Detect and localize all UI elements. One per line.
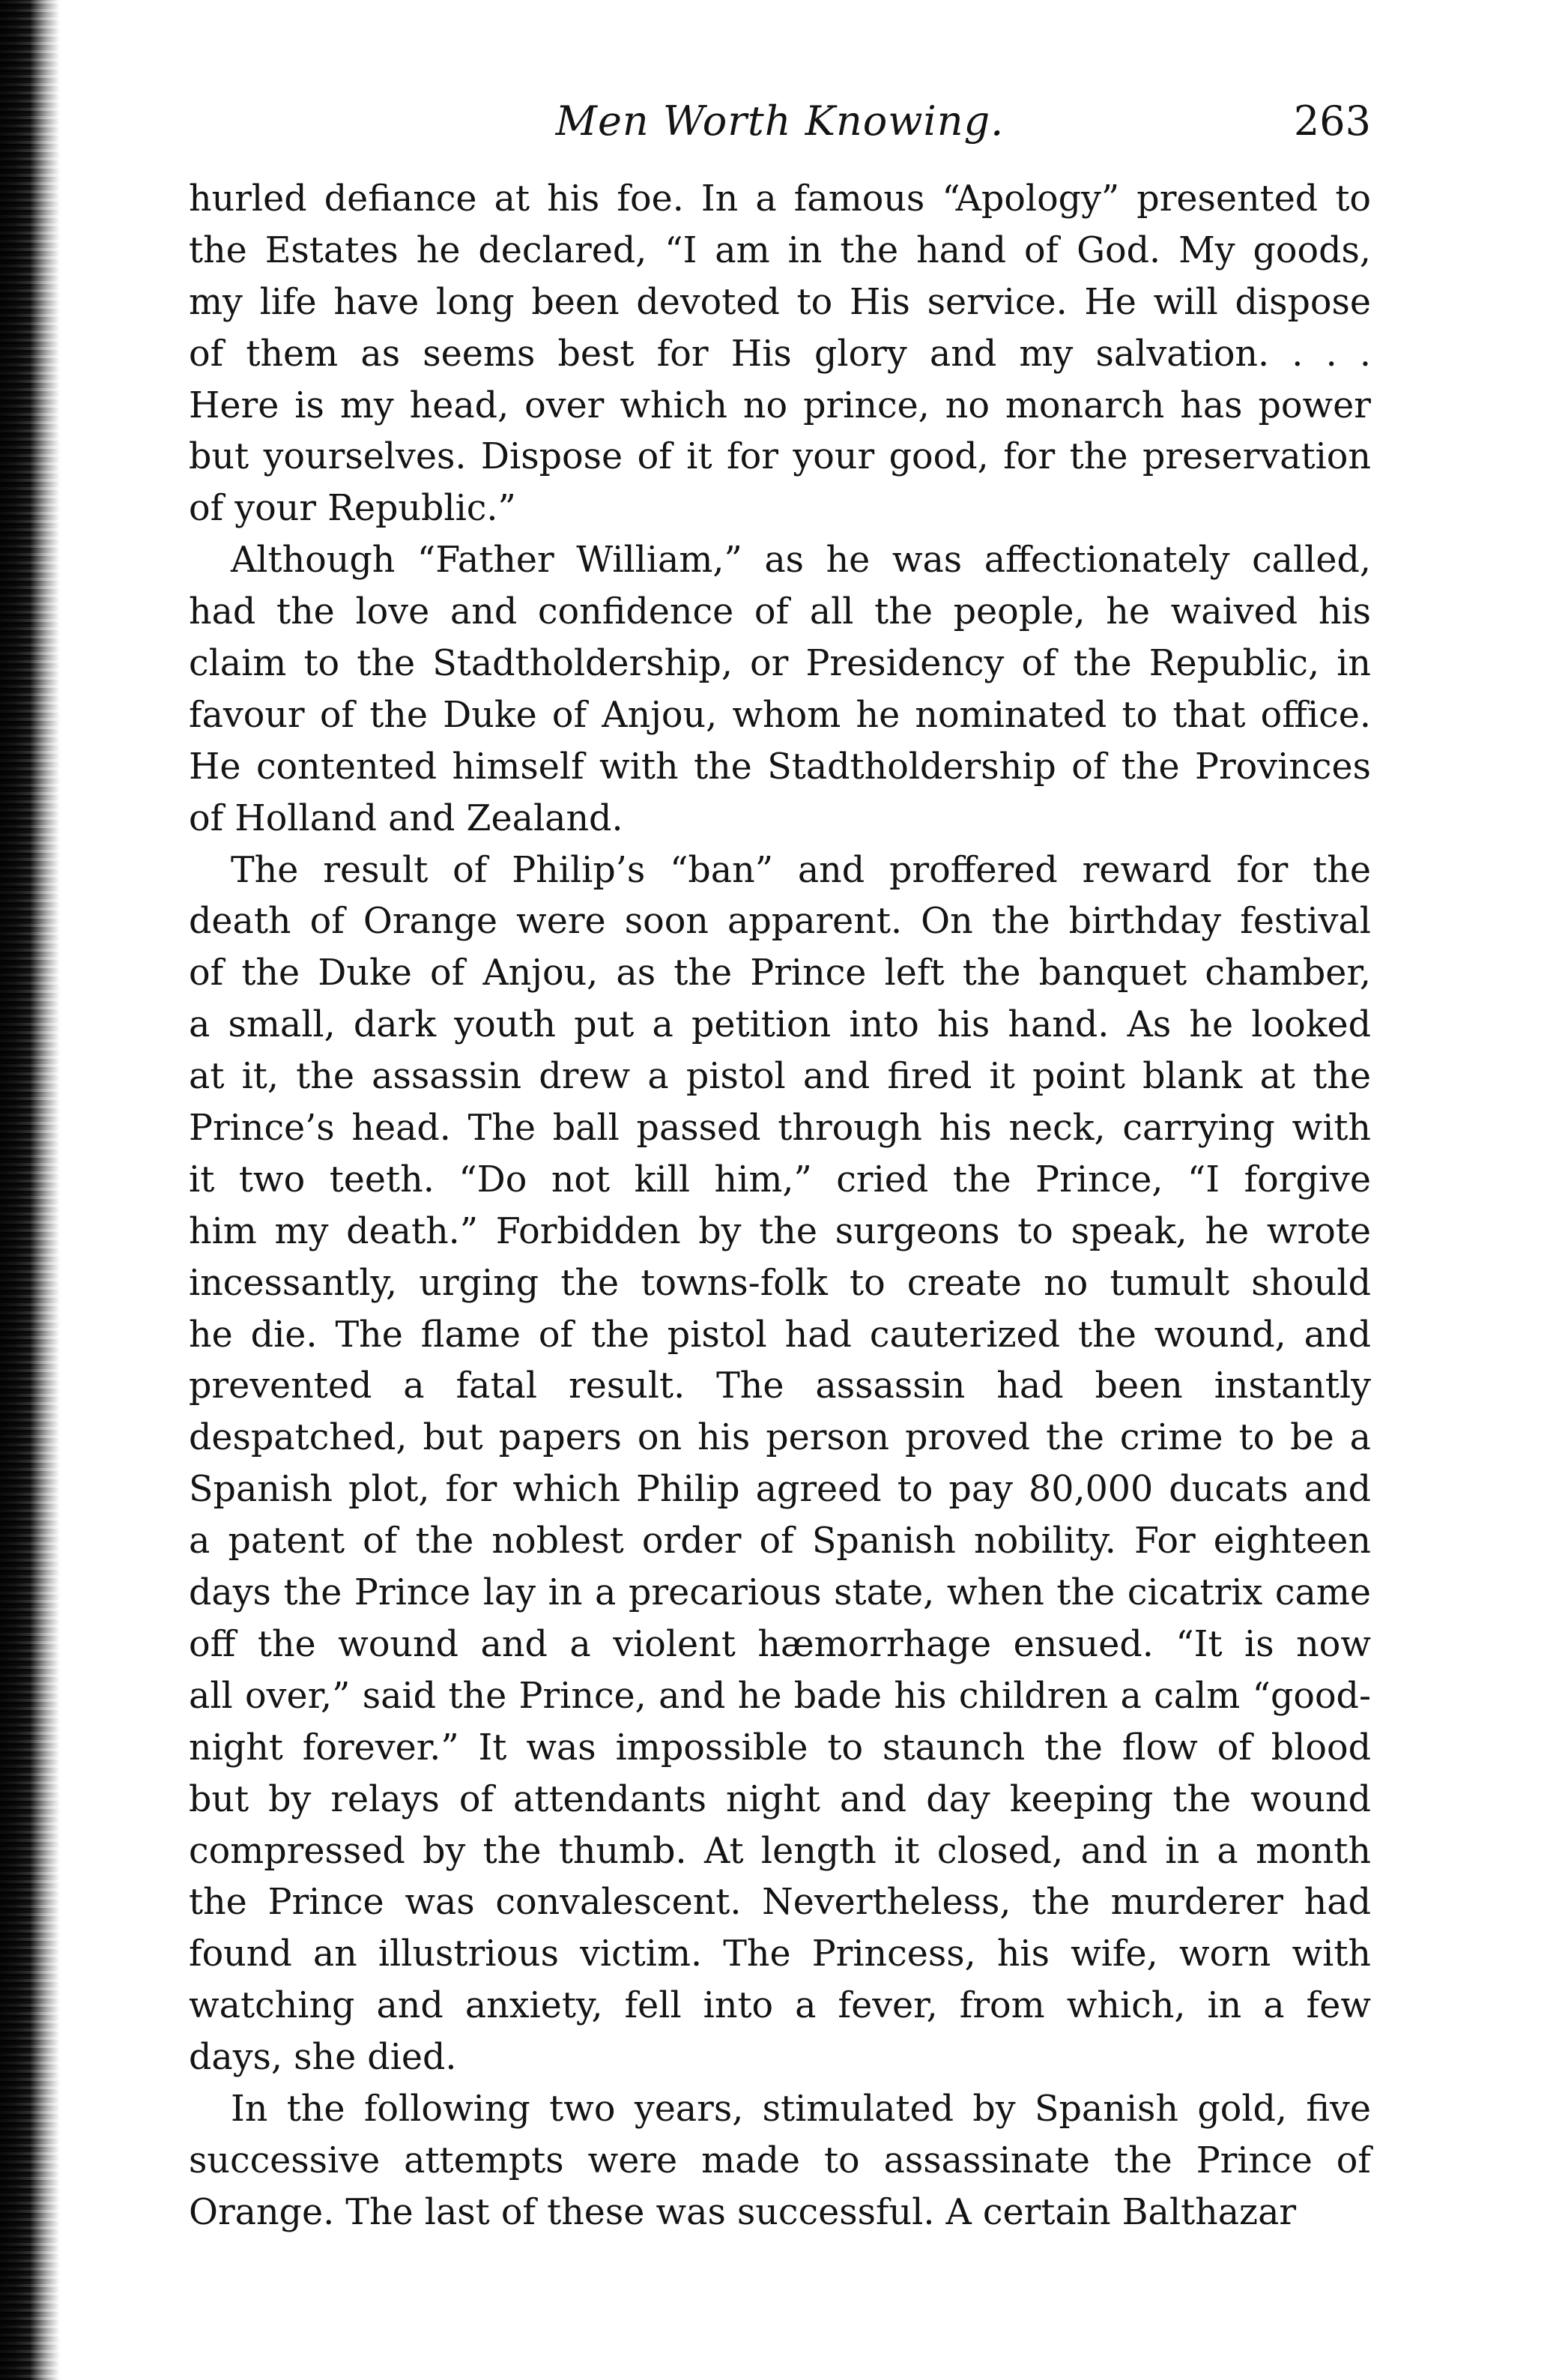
text-line: He contented himself with the Stadtholdership of the Provinces — [189, 746, 1371, 788]
text-line: but yourselves. Dispose of it for your good, for the preservation — [189, 436, 1371, 478]
text-line: Prince’s head. The ball passed through his neck, carrying with — [189, 1108, 1371, 1150]
text-line: a patent of the noblest order of Spanish nobility. For eighteen — [189, 1520, 1371, 1562]
running-title: Men Worth Knowing. — [555, 97, 1005, 145]
text-line: found an illustrious victim. The Princess, his wife, worn with — [189, 1933, 1371, 1975]
text-line: death of Orange were soon apparent. On the birthday festival — [189, 901, 1371, 943]
page-number: 263 — [1293, 97, 1371, 145]
text-line: days the Prince lay in a precarious state, when the cicatrix came — [189, 1572, 1371, 1614]
paragraph — [189, 845, 1371, 2084]
text-line: hurled defiance at his foe. In a famous “Apology” presented to — [189, 178, 1371, 220]
body-text — [189, 174, 1371, 2239]
text-line: Orange. The last of these was successful. A certain Balthazar — [189, 2191, 1297, 2233]
text-line: night forever.” It was impossible to staunch the flow of blood — [189, 1727, 1371, 1769]
text-line: off the wound and a violent hæmorrhage ensued. “It is now — [189, 1623, 1371, 1665]
page-binding-edge — [0, 0, 60, 2380]
text-line: Here is my head, over which no prince, no monarch has power — [189, 384, 1371, 426]
text-line: claim to the Stadtholdership, or Presidency of the Republic, in — [189, 643, 1371, 685]
text-line: my life have long been devoted to His service. He will dispose — [189, 281, 1371, 323]
text-line: compressed by the thumb. At length it closed, and in a month — [189, 1830, 1371, 1872]
text-line: the Prince was convalescent. Nevertheless, the murderer had — [189, 1882, 1371, 1924]
text-line: successive attempts were made to assassinate the Prince of — [189, 2139, 1371, 2181]
text-line: but by relays of attendants night and day keeping the wound — [189, 1778, 1371, 1820]
text-line: at it, the assassin drew a pistol and fired it point blank at the — [189, 1056, 1371, 1098]
text-line: he die. The flame of the pistol had cauterized the wound, and — [189, 1314, 1371, 1356]
text-line: Although “Father William,” as he was affectionately called, — [231, 540, 1371, 582]
text-line: of your Republic.” — [189, 488, 516, 530]
text-line: despatched, but papers on his person proved the crime to be a — [189, 1417, 1371, 1459]
text-line: The result of Philip’s “ban” and proffered reward for the — [231, 849, 1371, 891]
text-line: of Holland and Zealand. — [189, 797, 623, 839]
text-line: prevented a fatal result. The assassin had been instantly — [189, 1365, 1371, 1407]
text-line: all over,” said the Prince, and he bade his children a calm “good- — [189, 1675, 1371, 1717]
text-line: watching and anxiety, fell into a fever, from which, in a few — [189, 1985, 1371, 2027]
text-line: incessantly, urging the towns-folk to create no tumult should — [189, 1262, 1371, 1304]
text-line: had the love and confidence of all the people, he waived his — [189, 591, 1371, 633]
text-line: favour of the Duke of Anjou, whom he nominated to that office. — [189, 694, 1371, 736]
text-line: a small, dark youth put a petition into his hand. As he looked — [189, 1004, 1371, 1046]
paragraph — [189, 2084, 1371, 2239]
text-line: him my death.” Forbidden by the surgeons to speak, he wrote — [189, 1210, 1371, 1252]
running-header — [189, 91, 1371, 151]
text-line: In the following two years, stimulated by Spanish gold, five — [231, 2088, 1371, 2130]
paragraph — [189, 174, 1371, 535]
text-line: it two teeth. “Do not kill him,” cried the Prince, “I forgive — [189, 1159, 1371, 1200]
paragraph — [189, 535, 1371, 845]
text-line: of the Duke of Anjou, as the Prince left the banquet chamber, — [189, 952, 1371, 994]
text-line: of them as seems best for His glory and my salvation. . . . — [189, 333, 1371, 375]
text-line: the Estates he declared, “I am in the hand of God. My goods, — [189, 229, 1371, 271]
text-line: Spanish plot, for which Philip agreed to pay 80,000 ducats and — [189, 1469, 1371, 1511]
text-line: days, she died. — [189, 2037, 457, 2079]
